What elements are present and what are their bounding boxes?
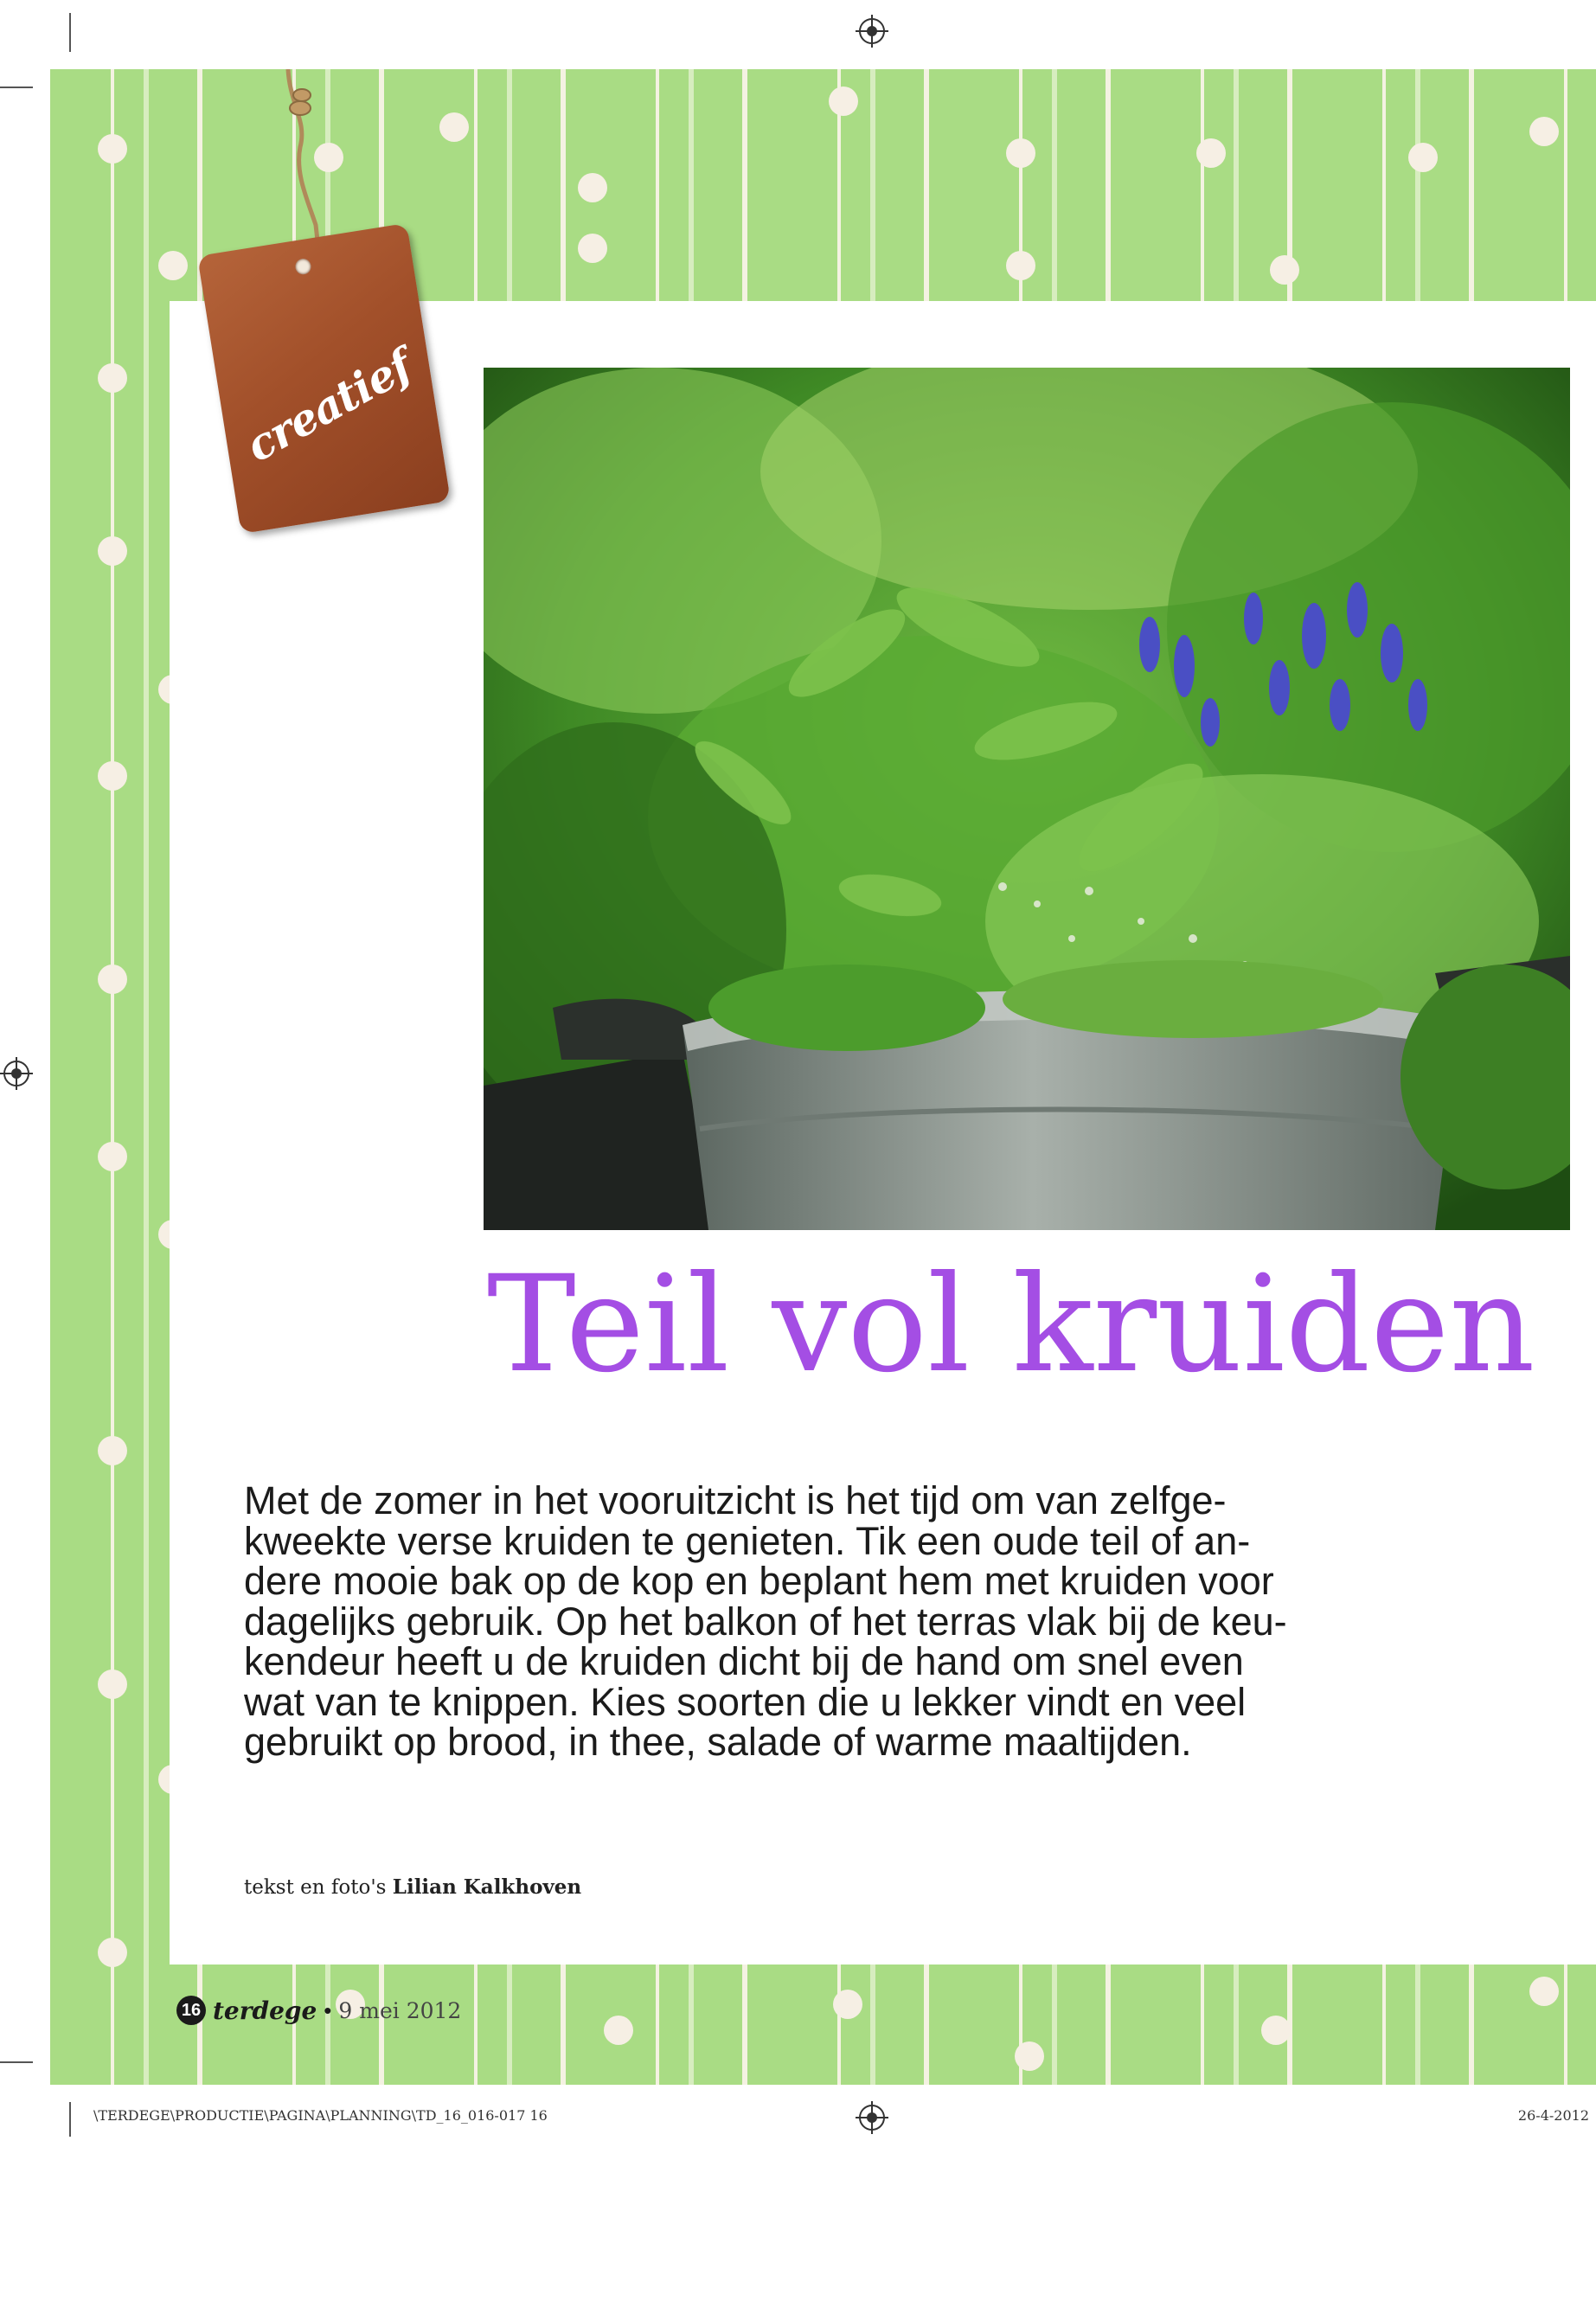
tag-hole: [294, 258, 312, 276]
credit-name: Lilian Kalkhoven: [392, 1875, 582, 1899]
bead-dot: [98, 1938, 127, 1967]
magazine-name: terdege: [213, 1996, 317, 2025]
bead-dot: [1529, 1977, 1559, 2006]
lead-line: Met de zomer in het vooruitzicht is het tijd om van zelfge-: [244, 1478, 1227, 1522]
bead-dot: [439, 112, 469, 142]
lead-line: kendeur heeft u de kruiden dicht bij de hand om snel even: [244, 1639, 1244, 1683]
crop-mark: [0, 2061, 33, 2063]
lead-line: gebruikt op brood, in thee, salade of warme maaltijden.: [244, 1720, 1192, 1764]
crop-mark: [69, 13, 71, 52]
herb-tub-photo: [484, 368, 1570, 1230]
article-lead: [244, 1478, 1472, 1764]
lead-line: kweekte verse kruiden te genieten. Tik een oude teil of an-: [244, 1518, 1251, 1563]
bead-dot: [98, 1436, 127, 1465]
bead-dot: [1006, 138, 1035, 168]
lead-line: wat van te knippen. Kies soorten die u lekker vindt en veel: [244, 1679, 1247, 1724]
bead-dot: [1196, 138, 1226, 168]
article-title: Teil vol kruiden: [487, 1247, 1535, 1402]
bead-dot: [98, 965, 127, 994]
bead-dot: [98, 363, 127, 393]
bead-dot: [1529, 117, 1559, 146]
bead-dot: [833, 1990, 862, 2019]
bead-dot: [1270, 255, 1299, 285]
folio-separator: •: [324, 1997, 332, 2023]
bead-dot: [98, 1142, 127, 1171]
issue-date: 9 mei 2012: [338, 1997, 462, 2023]
category-label: creatief: [237, 339, 420, 472]
registration-mark-icon: [859, 2105, 885, 2131]
bead-dot: [578, 173, 607, 202]
crop-mark: [69, 2102, 71, 2137]
bead-dot: [1006, 251, 1035, 280]
bead-dot: [98, 761, 127, 791]
crop-mark: [0, 87, 33, 88]
bead-dot: [829, 87, 858, 116]
bead-dot: [98, 1670, 127, 1699]
bead-dot: [98, 536, 127, 566]
page-folio: [176, 1994, 461, 2027]
print-slug: \TERDEGE\PRODUCTIE\PAGINA\PLANNING\TD_16_016-017 16: [93, 2107, 548, 2124]
category-tag: [197, 223, 451, 534]
credit-prefix: tekst en foto's: [244, 1876, 387, 1899]
bead-dot: [98, 134, 127, 163]
page-number-badge: 16: [176, 1996, 206, 2025]
lead-line: dere mooie bak op de kop en beplant hem met kruiden voor: [244, 1559, 1274, 1603]
registration-mark-icon: [859, 18, 885, 44]
article-credit: [244, 1875, 581, 1899]
bead-dot: [1408, 143, 1438, 172]
lead-line: dagelijks gebruik. Op het balkon of het terras vlak bij de keu-: [244, 1599, 1287, 1644]
print-date: 26-4-2012: [1517, 2107, 1589, 2124]
bead-dot: [604, 2016, 633, 2045]
bead-dot: [578, 234, 607, 263]
registration-mark-icon: [3, 1061, 29, 1086]
bead-dot: [1261, 2016, 1291, 2045]
bead-dot: [158, 251, 188, 280]
bead-dot: [1015, 2041, 1044, 2071]
